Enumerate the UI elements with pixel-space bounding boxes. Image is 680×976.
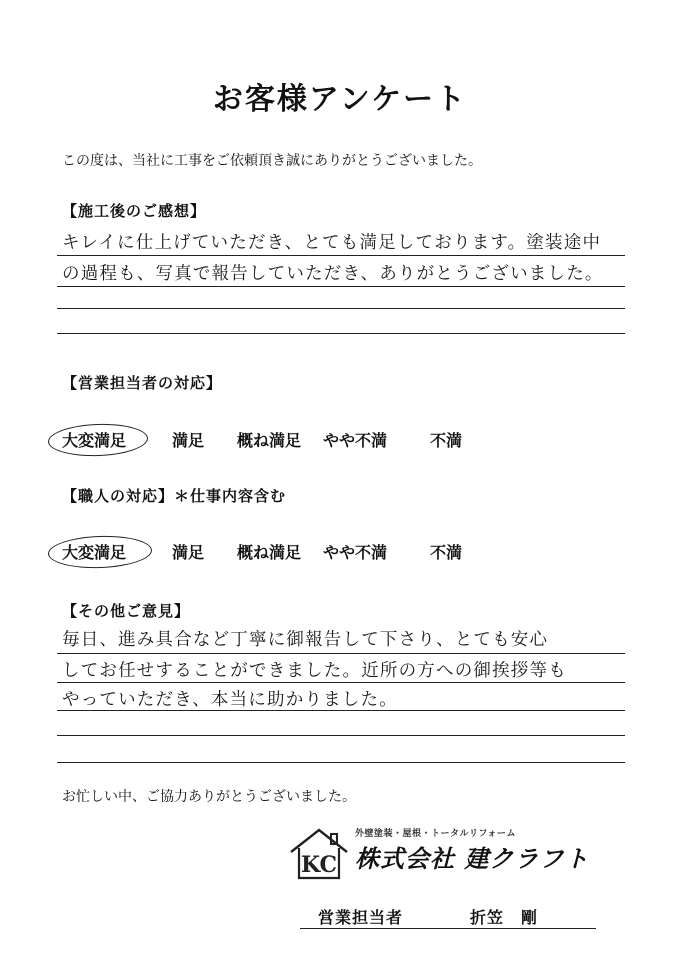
staff-label: 営業担当者 (318, 908, 404, 927)
other-opinions-heading: 【その他ご意見】 (62, 602, 191, 620)
sales-option-mostly-satisfied: 概ね満足 (237, 431, 302, 450)
answer-rule (57, 710, 625, 711)
answer-rule (57, 653, 625, 654)
company-tagline: 外壁塗装・屋根・トータルリフォーム (355, 829, 517, 839)
house-logo-icon (287, 826, 351, 882)
logo-letters: KC (300, 852, 338, 878)
answer-rule (57, 308, 625, 309)
answer-rule (57, 762, 625, 763)
impressions-heading: 【施工後のご感想】 (62, 202, 207, 220)
sales-option-very-satisfied: 大変満足 (62, 431, 127, 450)
sales-option-satisfied: 満足 (172, 431, 205, 450)
opinions-line-2: してお任せすることができました。近所の方への御挨拶等も (62, 661, 567, 681)
closing-text: お忙しい中、ご協力ありがとうございました。 (62, 789, 356, 805)
staff-name: 折笠 剛 (470, 908, 539, 927)
answer-rule (57, 333, 625, 334)
craftsman-option-satisfied: 満足 (172, 543, 205, 562)
company-name: 株式会社 建クラフト (355, 845, 590, 873)
craftsman-option-mostly-satisfied: 概ね満足 (237, 543, 302, 562)
signature-line (300, 928, 596, 929)
opinions-line-1: 毎日、進み具合など丁寧に御報告して下さり、とても安心 (62, 630, 549, 650)
answer-rule (57, 735, 625, 736)
craftsman-option-very-satisfied: 大変満足 (62, 543, 127, 562)
craftsman-option-dissatisfied: 不満 (430, 543, 463, 562)
sales-option-slightly-dissatisfied: やや不満 (323, 431, 388, 450)
answer-rule (57, 255, 625, 256)
company-logo (287, 826, 607, 882)
opinions-line-3: やっていただき、本当に助かりました。 (62, 690, 398, 710)
craftsman-option-slightly-dissatisfied: やや不満 (323, 543, 388, 562)
answer-rule (57, 682, 625, 683)
page-title: お客様アンケート (212, 82, 468, 117)
craftsman-response-heading: 【職人の対応】＊仕事内容含む (62, 487, 287, 505)
sales-option-dissatisfied: 不満 (430, 431, 463, 450)
impressions-line-2: の過程も、写真で報告していただき、ありがとうございました。 (62, 264, 604, 284)
impressions-line-1: キレイに仕上げていただき、とても満足しております。塗装途中 (62, 233, 602, 253)
sales-response-heading: 【営業担当者の対応】 (62, 374, 223, 392)
intro-text: この度は、当社に工事をご依頼頂き誠にありがとうございました。 (62, 153, 482, 169)
answer-rule (57, 286, 625, 287)
